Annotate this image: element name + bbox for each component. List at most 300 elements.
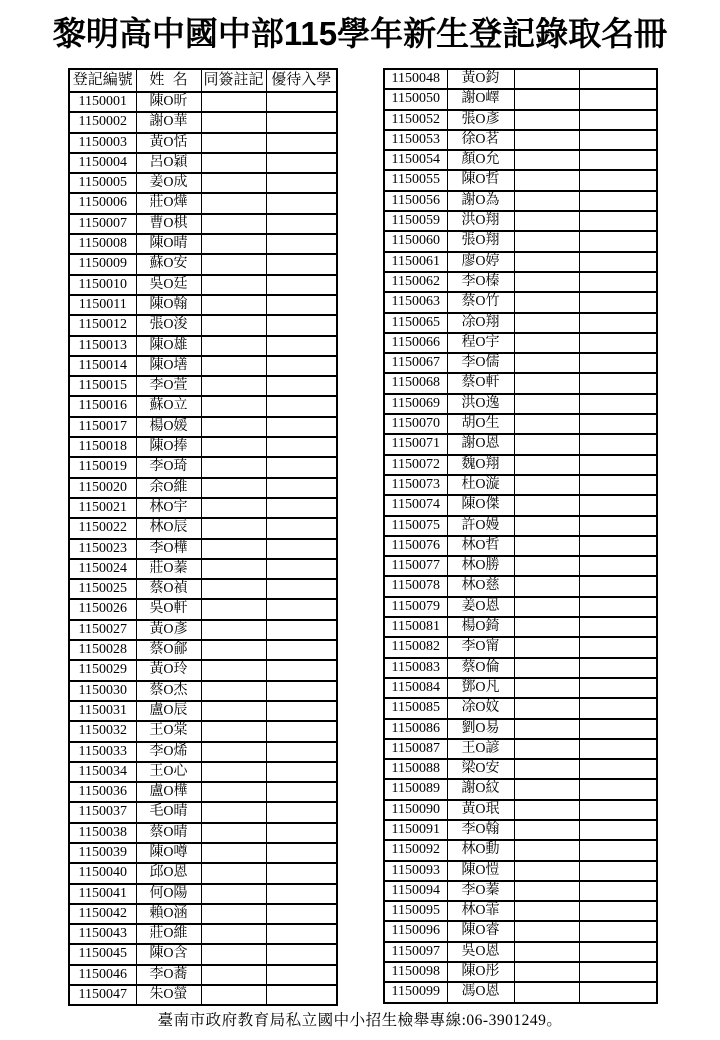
- registration-number-cell: 1150032: [69, 721, 136, 741]
- preferential-admission-cell: [266, 721, 337, 741]
- registration-number-cell: 1150034: [69, 762, 136, 782]
- name-cell: 蔡O倫: [447, 658, 514, 678]
- table-row: [384, 516, 657, 536]
- cosign-note-cell: [201, 437, 266, 457]
- preferential-admission-cell: [579, 69, 657, 89]
- name-cell: 程O宇: [447, 333, 514, 353]
- name-cell: 蔡O晴: [136, 823, 201, 843]
- registration-number-cell: 1150065: [384, 313, 447, 333]
- table-row: [384, 779, 657, 799]
- preferential-admission-cell: [266, 944, 337, 964]
- table-row: [69, 985, 337, 1005]
- name-cell: 林O哲: [447, 536, 514, 556]
- roster-body-right: [384, 69, 657, 1003]
- registration-number-cell: 1150015: [69, 376, 136, 396]
- name-cell: 謝O恩: [447, 434, 514, 454]
- registration-number-cell: 1150077: [384, 556, 447, 576]
- preferential-admission-cell: [579, 373, 657, 393]
- name-cell: 李O樺: [136, 539, 201, 559]
- table-row: [69, 336, 337, 356]
- table-row: [384, 658, 657, 678]
- table-row: [69, 660, 337, 680]
- name-cell: 蔡O禎: [136, 579, 201, 599]
- registration-number-cell: 1150024: [69, 559, 136, 579]
- preferential-admission-cell: [579, 252, 657, 272]
- preferential-admission-cell: [579, 779, 657, 799]
- cosign-note-cell: [514, 536, 579, 556]
- registration-number-cell: 1150074: [384, 495, 447, 515]
- preferential-admission-cell: [579, 191, 657, 211]
- preferential-admission-cell: [266, 843, 337, 863]
- registration-number-cell: 1150037: [69, 802, 136, 822]
- table-row: [69, 437, 337, 457]
- cosign-note-cell: [201, 843, 266, 863]
- cosign-note-cell: [514, 962, 579, 982]
- preferential-admission-cell: [266, 884, 337, 904]
- preferential-admission-cell: [266, 336, 337, 356]
- table-row: [69, 701, 337, 721]
- preferential-admission-cell: [579, 333, 657, 353]
- table-row: [69, 782, 337, 802]
- registration-number-cell: 1150098: [384, 962, 447, 982]
- table-row: [384, 495, 657, 515]
- table-row: [69, 640, 337, 660]
- table-row: [69, 417, 337, 437]
- name-cell: 鄧O凡: [447, 678, 514, 698]
- name-cell: 杜O漩: [447, 475, 514, 495]
- preferential-admission-cell: [579, 637, 657, 657]
- cosign-note-cell: [201, 396, 266, 416]
- cosign-note-cell: [514, 820, 579, 840]
- cosign-note-cell: [514, 658, 579, 678]
- table-row: [384, 475, 657, 495]
- cosign-note-cell: [514, 576, 579, 596]
- registration-number-cell: 1150010: [69, 275, 136, 295]
- registration-number-cell: 1150016: [69, 396, 136, 416]
- header-registration-number: 登記編號: [69, 69, 136, 92]
- name-cell: 李O儒: [447, 353, 514, 373]
- preferential-admission-cell: [266, 153, 337, 173]
- preferential-admission-cell: [266, 640, 337, 660]
- preferential-admission-cell: [266, 782, 337, 802]
- registration-number-cell: 1150004: [69, 153, 136, 173]
- name-cell: 陳O睿: [447, 921, 514, 941]
- preferential-admission-cell: [579, 678, 657, 698]
- registration-number-cell: 1150089: [384, 779, 447, 799]
- table-row: [384, 272, 657, 292]
- cosign-note-cell: [201, 153, 266, 173]
- preferential-admission-cell: [266, 701, 337, 721]
- preferential-admission-cell: [579, 495, 657, 515]
- registration-number-cell: 1150025: [69, 579, 136, 599]
- table-row: [384, 252, 657, 272]
- registration-number-cell: 1150096: [384, 921, 447, 941]
- table-row: [69, 620, 337, 640]
- preferential-admission-cell: [266, 356, 337, 376]
- registration-number-cell: 1150030: [69, 681, 136, 701]
- name-cell: 林O勝: [447, 556, 514, 576]
- cosign-note-cell: [201, 112, 266, 132]
- table-row: [69, 214, 337, 234]
- registration-number-cell: 1150053: [384, 130, 447, 150]
- table-row: [69, 133, 337, 153]
- registration-number-cell: 1150036: [69, 782, 136, 802]
- registration-number-cell: 1150031: [69, 701, 136, 721]
- name-cell: 張O浚: [136, 315, 201, 335]
- table-row: [69, 153, 337, 173]
- registration-number-cell: 1150006: [69, 193, 136, 213]
- cosign-note-cell: [201, 336, 266, 356]
- preferential-admission-cell: [266, 193, 337, 213]
- name-cell: 朱O螢: [136, 985, 201, 1005]
- cosign-note-cell: [514, 495, 579, 515]
- cosign-note-cell: [201, 254, 266, 274]
- preferential-admission-cell: [579, 414, 657, 434]
- registration-number-cell: 1150071: [384, 434, 447, 454]
- name-cell: 李O榛: [447, 272, 514, 292]
- preferential-admission-cell: [266, 965, 337, 985]
- name-cell: 黃O鈞: [447, 69, 514, 89]
- preferential-admission-cell: [579, 313, 657, 333]
- table-row: [384, 962, 657, 982]
- preferential-admission-cell: [579, 962, 657, 982]
- preferential-admission-cell: [579, 881, 657, 901]
- table-row: [384, 434, 657, 454]
- cosign-note-cell: [201, 92, 266, 112]
- table-row: [69, 965, 337, 985]
- name-cell: 林O慈: [447, 576, 514, 596]
- cosign-note-cell: [201, 173, 266, 193]
- cosign-note-cell: [514, 901, 579, 921]
- table-row: [69, 579, 337, 599]
- cosign-note-cell: [514, 110, 579, 130]
- registration-number-cell: 1150081: [384, 617, 447, 637]
- name-cell: 蔡O竹: [447, 292, 514, 312]
- cosign-note-cell: [514, 556, 579, 576]
- registration-number-cell: 1150067: [384, 353, 447, 373]
- cosign-note-cell: [514, 719, 579, 739]
- table-row: [384, 800, 657, 820]
- name-cell: 凃O妏: [447, 698, 514, 718]
- cosign-note-cell: [514, 698, 579, 718]
- name-cell: 陳O傑: [447, 495, 514, 515]
- table-row: [69, 356, 337, 376]
- cosign-note-cell: [514, 414, 579, 434]
- name-cell: 陳O捧: [136, 437, 201, 457]
- table-row: [69, 498, 337, 518]
- name-cell: 吳O廷: [136, 275, 201, 295]
- cosign-note-cell: [514, 353, 579, 373]
- registration-number-cell: 1150045: [69, 944, 136, 964]
- preferential-admission-cell: [266, 417, 337, 437]
- preferential-admission-cell: [266, 742, 337, 762]
- name-cell: 余O維: [136, 478, 201, 498]
- registration-number-cell: 1150085: [384, 698, 447, 718]
- table-row: [384, 576, 657, 596]
- registration-number-cell: 1150020: [69, 478, 136, 498]
- registration-number-cell: 1150027: [69, 620, 136, 640]
- registration-number-cell: 1150084: [384, 678, 447, 698]
- table-row: [384, 637, 657, 657]
- table-row: [384, 69, 657, 89]
- cosign-note-cell: [201, 985, 266, 1005]
- table-row: [384, 536, 657, 556]
- preferential-admission-cell: [266, 133, 337, 153]
- name-cell: 林O霏: [447, 901, 514, 921]
- registration-number-cell: 1150019: [69, 457, 136, 477]
- preferential-admission-cell: [579, 353, 657, 373]
- name-cell: 吳O恩: [447, 942, 514, 962]
- table-row: [384, 292, 657, 312]
- registration-number-cell: 1150086: [384, 719, 447, 739]
- preferential-admission-cell: [579, 861, 657, 881]
- roster-table-right: [383, 68, 658, 1004]
- preferential-admission-cell: [266, 904, 337, 924]
- name-cell: 魏O翔: [447, 455, 514, 475]
- cosign-note-cell: [201, 295, 266, 315]
- registration-number-cell: 1150078: [384, 576, 447, 596]
- name-cell: 吳O軒: [136, 599, 201, 619]
- preferential-admission-cell: [266, 823, 337, 843]
- table-row: [384, 373, 657, 393]
- preferential-admission-cell: [579, 211, 657, 231]
- cosign-note-cell: [514, 191, 579, 211]
- table-row: [384, 414, 657, 434]
- registration-number-cell: 1150009: [69, 254, 136, 274]
- name-cell: 毛O晴: [136, 802, 201, 822]
- registration-number-cell: 1150062: [384, 272, 447, 292]
- table-row: [69, 315, 337, 335]
- cosign-note-cell: [201, 701, 266, 721]
- cosign-note-cell: [514, 637, 579, 657]
- cosign-note-cell: [201, 579, 266, 599]
- table-row: [384, 881, 657, 901]
- registration-number-cell: 1150054: [384, 150, 447, 170]
- page-title: 黎明高中國中部115學年新生登記錄取名冊: [52, 15, 668, 52]
- registration-number-cell: 1150008: [69, 234, 136, 254]
- preferential-admission-cell: [579, 110, 657, 130]
- cosign-note-cell: [514, 130, 579, 150]
- registration-number-cell: 1150001: [69, 92, 136, 112]
- cosign-note-cell: [514, 69, 579, 89]
- registration-number-cell: 1150055: [384, 170, 447, 190]
- name-cell: 楊O錡: [447, 617, 514, 637]
- table-row: [384, 170, 657, 190]
- cosign-note-cell: [514, 800, 579, 820]
- preferential-admission-cell: [266, 112, 337, 132]
- preferential-admission-cell: [579, 698, 657, 718]
- registration-number-cell: 1150021: [69, 498, 136, 518]
- table-row: [384, 759, 657, 779]
- name-cell: 王O棠: [136, 721, 201, 741]
- preferential-admission-cell: [266, 275, 337, 295]
- preferential-admission-cell: [266, 254, 337, 274]
- name-cell: 蔡O軒: [447, 373, 514, 393]
- name-cell: 張O彥: [447, 110, 514, 130]
- preferential-admission-cell: [266, 234, 337, 254]
- preferential-admission-cell: [579, 739, 657, 759]
- preferential-admission-cell: [579, 455, 657, 475]
- preferential-admission-cell: [266, 985, 337, 1005]
- table-row: [384, 739, 657, 759]
- registration-number-cell: 1150061: [384, 252, 447, 272]
- preferential-admission-cell: [579, 840, 657, 860]
- preferential-admission-cell: [579, 759, 657, 779]
- registration-number-cell: 1150097: [384, 942, 447, 962]
- name-cell: 陳O墡: [136, 356, 201, 376]
- name-cell: 黃O玲: [136, 660, 201, 680]
- table-row: [384, 698, 657, 718]
- roster-table-left: [68, 68, 338, 1006]
- preferential-admission-cell: [579, 130, 657, 150]
- preferential-admission-cell: [579, 982, 657, 1002]
- preferential-admission-cell: [579, 658, 657, 678]
- table-row: [69, 275, 337, 295]
- cosign-note-cell: [201, 863, 266, 883]
- table-row: [384, 455, 657, 475]
- registration-number-cell: 1150023: [69, 539, 136, 559]
- cosign-note-cell: [201, 539, 266, 559]
- preferential-admission-cell: [266, 660, 337, 680]
- registration-number-cell: 1150046: [69, 965, 136, 985]
- cosign-note-cell: [514, 840, 579, 860]
- name-cell: 呂O穎: [136, 153, 201, 173]
- cosign-note-cell: [201, 660, 266, 680]
- preferential-admission-cell: [579, 150, 657, 170]
- name-cell: 李O甯: [447, 637, 514, 657]
- name-cell: 顏O允: [447, 150, 514, 170]
- preferential-admission-cell: [579, 272, 657, 292]
- preferential-admission-cell: [266, 173, 337, 193]
- preferential-admission-cell: [579, 434, 657, 454]
- preferential-admission-cell: [579, 800, 657, 820]
- table-row: [69, 904, 337, 924]
- cosign-note-cell: [201, 965, 266, 985]
- cosign-note-cell: [201, 417, 266, 437]
- cosign-note-cell: [201, 457, 266, 477]
- name-cell: 林O宇: [136, 498, 201, 518]
- name-cell: 蘇O立: [136, 396, 201, 416]
- name-cell: 洪O逸: [447, 394, 514, 414]
- registration-number-cell: 1150050: [384, 89, 447, 109]
- preferential-admission-cell: [266, 518, 337, 538]
- table-row: [384, 191, 657, 211]
- name-cell: 林O辰: [136, 518, 201, 538]
- name-cell: 莊O燁: [136, 193, 201, 213]
- cosign-note-cell: [514, 211, 579, 231]
- registration-number-cell: 1150002: [69, 112, 136, 132]
- cosign-note-cell: [514, 475, 579, 495]
- cosign-note-cell: [514, 881, 579, 901]
- preferential-admission-cell: [579, 231, 657, 251]
- name-cell: 王O諺: [447, 739, 514, 759]
- name-cell: 謝O嶧: [447, 89, 514, 109]
- table-row: [384, 333, 657, 353]
- preferential-admission-cell: [266, 396, 337, 416]
- preferential-admission-cell: [266, 559, 337, 579]
- name-cell: 林O動: [447, 840, 514, 860]
- registration-number-cell: 1150005: [69, 173, 136, 193]
- cosign-note-cell: [514, 150, 579, 170]
- registration-number-cell: 1150017: [69, 417, 136, 437]
- cosign-note-cell: [201, 640, 266, 660]
- cosign-note-cell: [201, 376, 266, 396]
- table-row: [69, 681, 337, 701]
- table-row: [69, 112, 337, 132]
- name-cell: 陳O彤: [447, 962, 514, 982]
- cosign-note-cell: [514, 333, 579, 353]
- cosign-note-cell: [201, 498, 266, 518]
- name-cell: 黃O珉: [447, 800, 514, 820]
- table-row: [384, 231, 657, 251]
- registration-number-cell: 1150073: [384, 475, 447, 495]
- preferential-admission-cell: [579, 536, 657, 556]
- cosign-note-cell: [201, 802, 266, 822]
- table-row: [69, 559, 337, 579]
- table-row: [384, 597, 657, 617]
- roster-body-left: [69, 92, 337, 1005]
- preferential-admission-cell: [266, 437, 337, 457]
- cosign-note-cell: [201, 924, 266, 944]
- cosign-note-cell: [514, 982, 579, 1002]
- table-row: [384, 556, 657, 576]
- table-row: [69, 396, 337, 416]
- registration-number-cell: 1150072: [384, 455, 447, 475]
- registration-number-cell: 1150003: [69, 133, 136, 153]
- name-cell: 楊O媛: [136, 417, 201, 437]
- registration-number-cell: 1150033: [69, 742, 136, 762]
- registration-number-cell: 1150018: [69, 437, 136, 457]
- name-cell: 張O翔: [447, 231, 514, 251]
- cosign-note-cell: [514, 597, 579, 617]
- registration-number-cell: 1150076: [384, 536, 447, 556]
- preferential-admission-cell: [266, 924, 337, 944]
- registration-number-cell: 1150093: [384, 861, 447, 881]
- cosign-note-cell: [514, 921, 579, 941]
- page-footer: 臺南市政府教育局私立國中小招生檢舉專線:06-3901249。: [157, 1012, 563, 1029]
- table-row: [384, 840, 657, 860]
- table-row: [384, 150, 657, 170]
- name-cell: 陳O哲: [447, 170, 514, 190]
- cosign-note-cell: [514, 739, 579, 759]
- table-row: [69, 92, 337, 112]
- name-cell: 陳O噂: [136, 843, 201, 863]
- name-cell: 廖O婷: [447, 252, 514, 272]
- preferential-admission-cell: [266, 762, 337, 782]
- name-cell: 邱O恩: [136, 863, 201, 883]
- preferential-admission-cell: [579, 576, 657, 596]
- preferential-admission-cell: [266, 599, 337, 619]
- table-row: [69, 478, 337, 498]
- table-row: [384, 89, 657, 109]
- name-cell: 盧O辰: [136, 701, 201, 721]
- registration-number-cell: 1150087: [384, 739, 447, 759]
- cosign-note-cell: [201, 275, 266, 295]
- preferential-admission-cell: [579, 617, 657, 637]
- table-row: [384, 313, 657, 333]
- cosign-note-cell: [201, 234, 266, 254]
- name-cell: 謝O紋: [447, 779, 514, 799]
- registration-number-cell: 1150029: [69, 660, 136, 680]
- cosign-note-cell: [514, 942, 579, 962]
- name-cell: 蔡O鄃: [136, 640, 201, 660]
- cosign-note-cell: [514, 861, 579, 881]
- cosign-note-cell: [201, 478, 266, 498]
- preferential-admission-cell: [579, 170, 657, 190]
- table-row: [69, 295, 337, 315]
- cosign-note-cell: [514, 394, 579, 414]
- roster-header: [69, 69, 337, 92]
